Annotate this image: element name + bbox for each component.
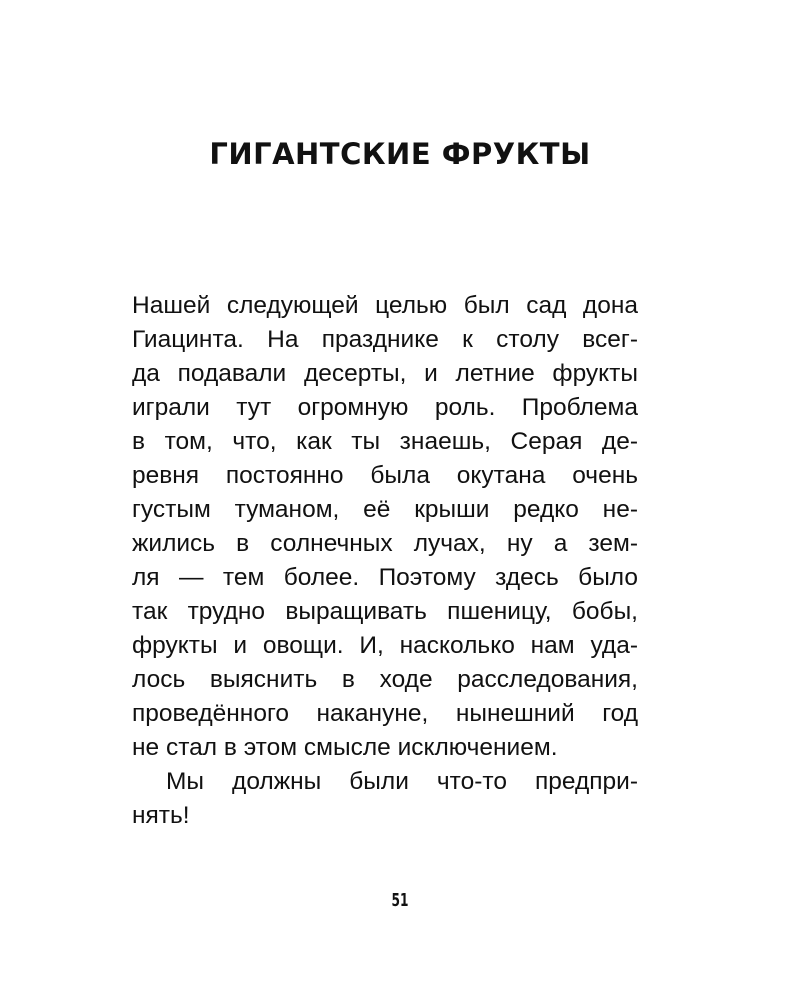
text-line: густым туманом, её крыши редко не- [132,496,638,523]
text-line: играли тут огромную роль. Проблема [132,394,638,421]
text-line: в том, что, как ты знаешь, Серая де- [132,428,638,455]
text-line: Гиацинта. На празднике к столу всег- [132,326,638,353]
body-text [132,289,638,833]
text-line: ревня постоянно была окутана очень [132,462,638,489]
text-line: ля — тем более. Поэтому здесь было [132,564,638,591]
text-line: Нашей следующей целью был сад дона [132,292,638,319]
text-line: фрукты и овощи. И, насколько нам уда- [132,632,638,659]
text-line: да подавали десерты, и летние фрукты [132,360,638,387]
text-line: так трудно выращивать пшеницу, бобы, [132,598,638,625]
text-line: Мы должны были что-то предпри- [166,768,638,795]
page-number: 51 [391,890,409,911]
text-line: не стал в этом смысле исключением. [132,734,558,761]
text-line: жились в солнечных лучах, ну а зем- [132,530,638,557]
text-line: проведённого накануне, нынешний год [132,700,638,727]
text-line: лось выяснить в ходе расследования, [132,666,638,693]
text-line: нять! [132,802,190,829]
chapter-title: ГИГАНТСКИЕ ФРУКТЫ [209,137,591,171]
